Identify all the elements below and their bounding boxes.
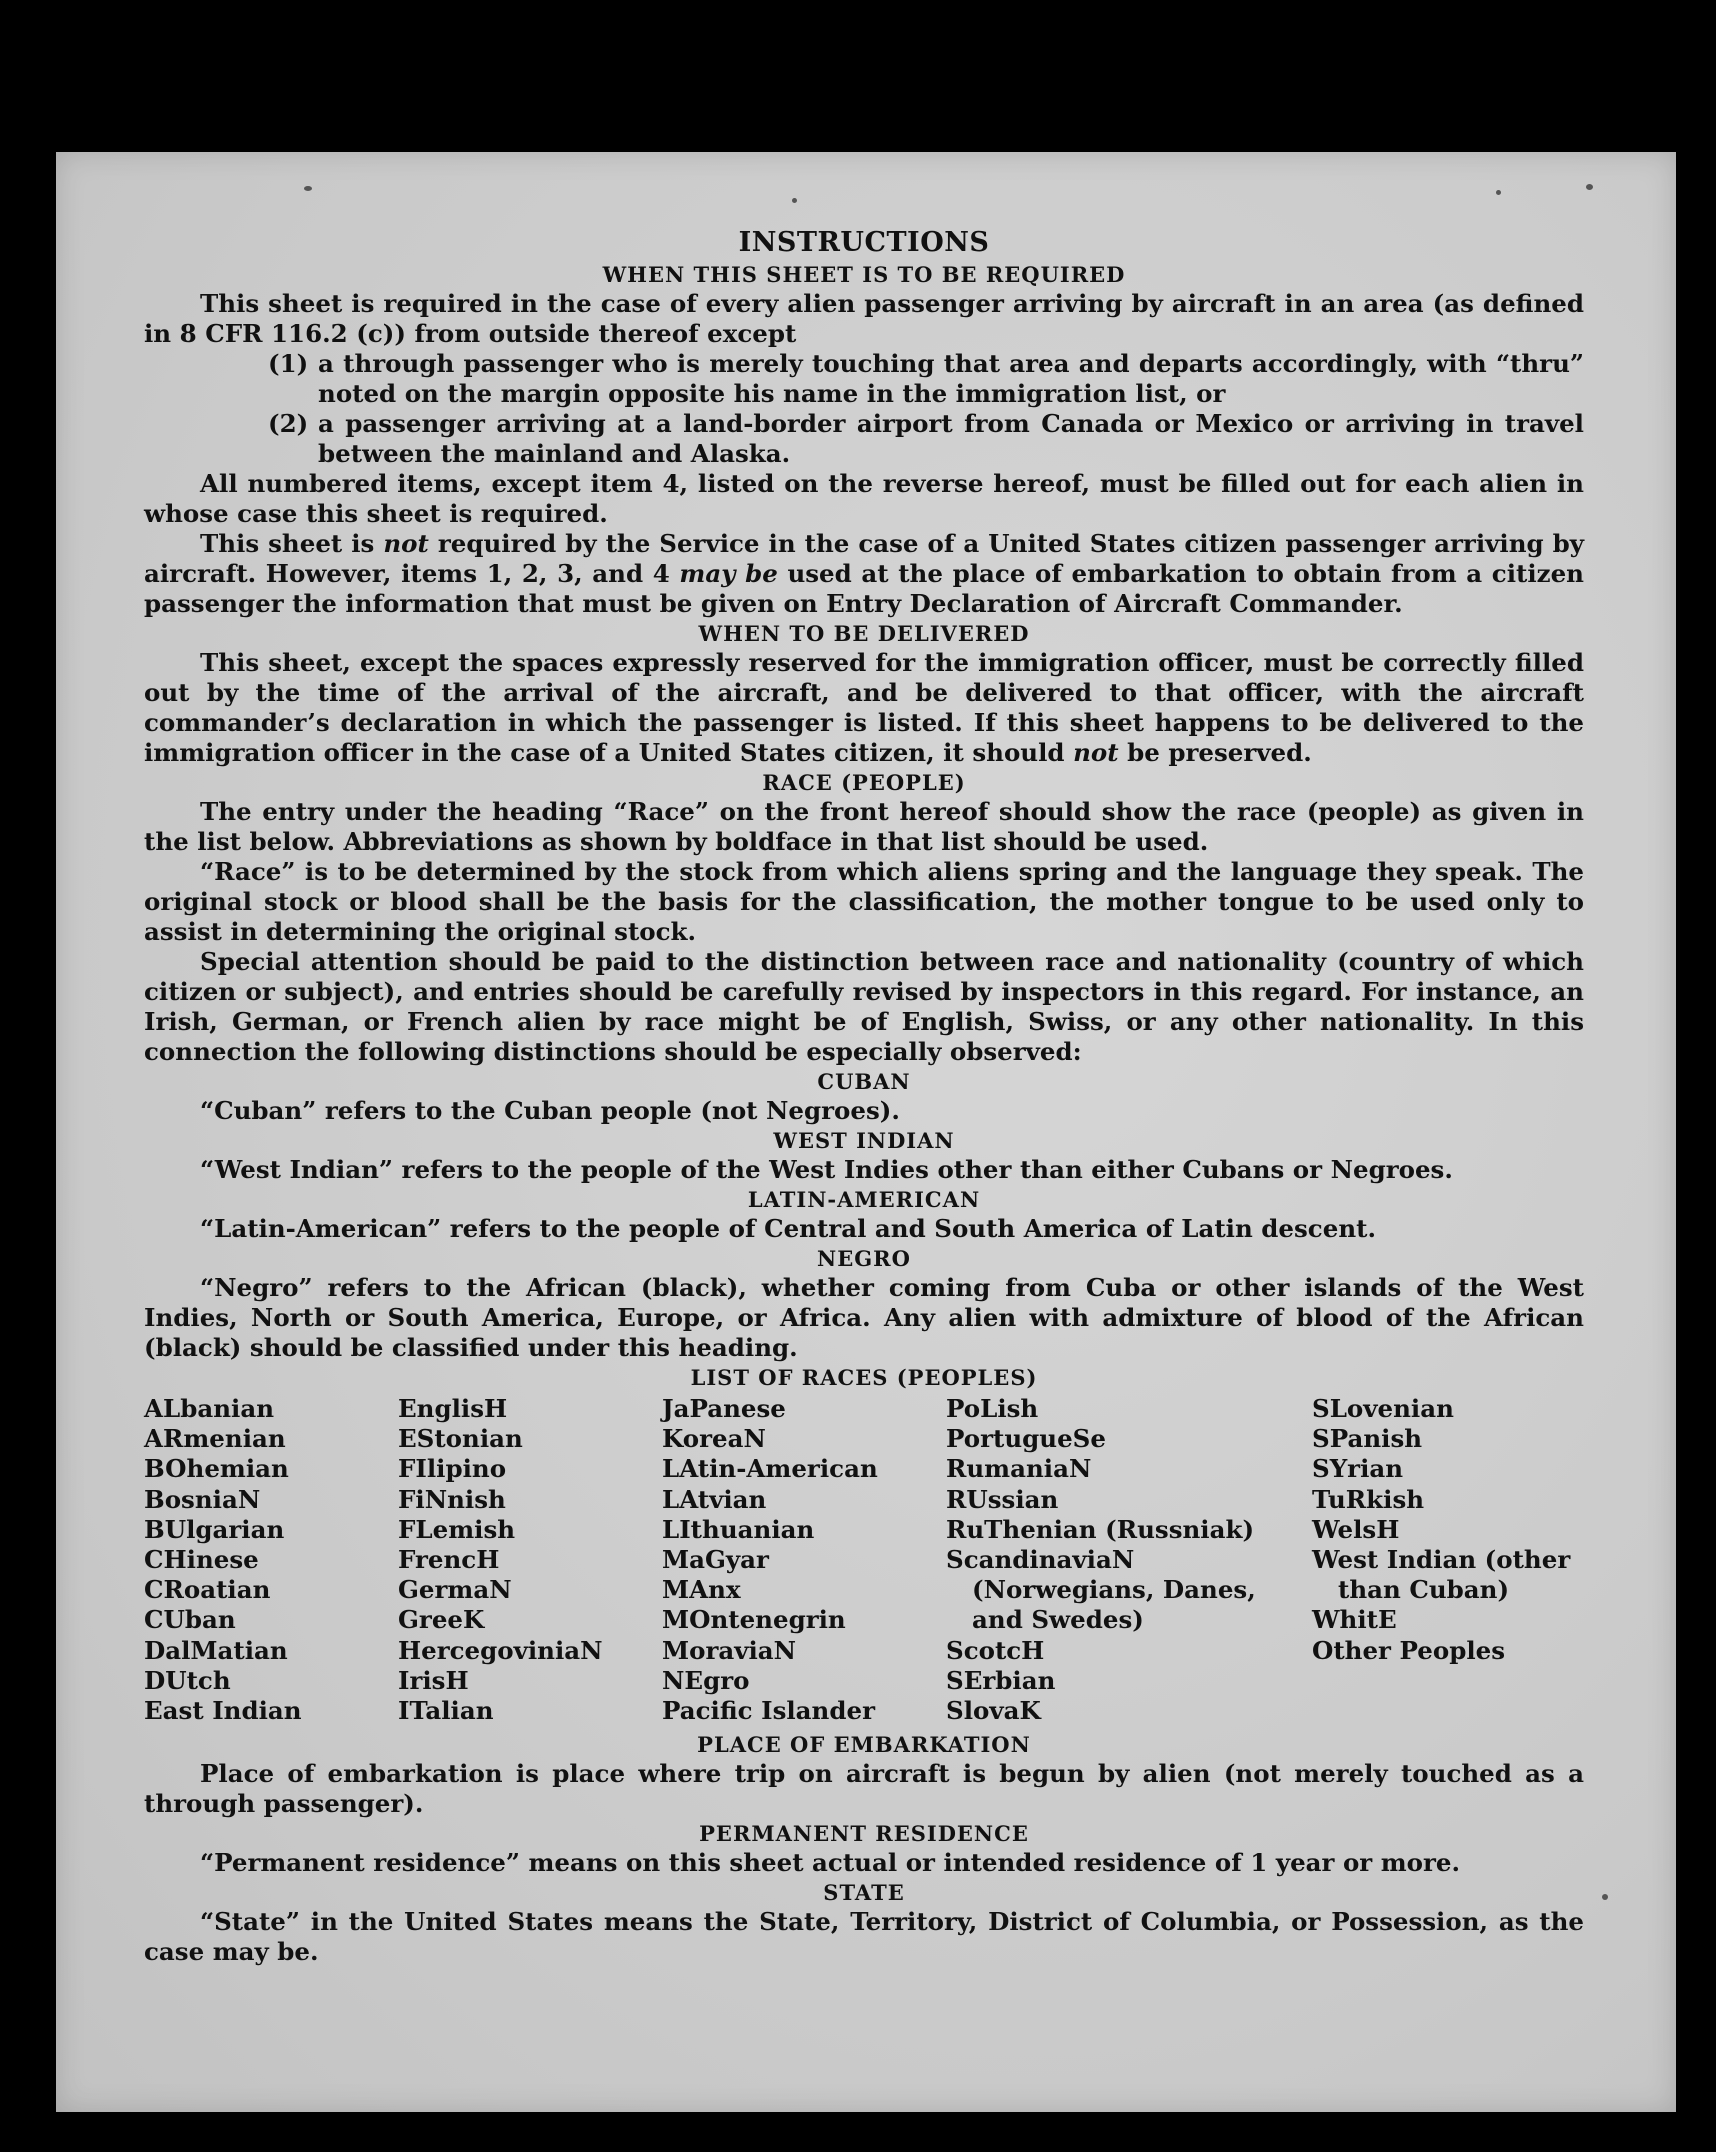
races-column-2 <box>398 1394 662 1726</box>
ink-speck <box>304 186 312 191</box>
race-entry: PoLish <box>946 1394 1039 1423</box>
race-entry: SlovaK <box>946 1696 1041 1726</box>
item-text: a passenger arriving at a land-border airport from Canada or Mexico or arriving in travel between the mainland and Alaska. <box>318 409 1584 468</box>
race-entry: West Indian (other than Cuban) <box>1312 1545 1571 1605</box>
ink-speck <box>1586 184 1593 190</box>
race-entry: RuThenian (Russniak) <box>946 1514 1255 1544</box>
races-column-4 <box>946 1394 1312 1726</box>
section-heading-cuban: CUBAN <box>817 1069 911 1094</box>
race-entry: JaPanese <box>662 1394 786 1423</box>
race-entry: TuRkish <box>1312 1484 1425 1514</box>
race-entry: GermaN <box>398 1575 512 1605</box>
paragraph <box>144 529 1584 619</box>
race-entry: RumaniaN <box>946 1454 1092 1484</box>
race-entry: IrisH <box>398 1665 469 1695</box>
race-entry: BOhemian <box>144 1454 289 1484</box>
races-column-5 <box>1312 1394 1584 1726</box>
italic-text: not <box>383 529 429 558</box>
item-number: (1) <box>268 349 309 378</box>
document-content <box>144 226 1584 1967</box>
page-title: INSTRUCTIONS <box>738 227 990 258</box>
race-entry: CHinese <box>144 1545 259 1575</box>
text-run: required by the Service in the case of a United States citizen passenger arriving by aircraft. However, items 1, 2, 3, and 4 <box>144 529 1584 588</box>
race-entry: LAtvian <box>662 1484 767 1514</box>
race-entry: HercegoviniaN <box>398 1635 603 1665</box>
race-entry: NEgro <box>662 1665 750 1695</box>
ink-speck <box>1496 190 1501 195</box>
race-entry: WelsH <box>1312 1514 1400 1544</box>
race-entry: Other Peoples <box>1312 1635 1506 1665</box>
race-entry: SPanish <box>1312 1424 1423 1454</box>
section-heading-west-indian: WEST INDIAN <box>773 1128 955 1153</box>
race-entry: SErbian <box>946 1665 1056 1695</box>
race-entry: RUssian <box>946 1484 1059 1514</box>
race-entry: KoreaN <box>662 1424 766 1454</box>
races-column-1 <box>144 1394 398 1726</box>
race-entry: ALbanian <box>144 1394 275 1423</box>
paragraph: “West Indian” refers to the people of the West Indies other than either Cubans or Negroes. <box>200 1155 1453 1184</box>
race-entry: MoraviaN <box>662 1635 797 1665</box>
paragraph: Place of embarkation is place where trip on aircraft is begun by alien (not merely touched as a through passenger). <box>144 1759 1584 1819</box>
paragraph: “Cuban” refers to the Cuban people (not Negroes). <box>200 1096 900 1125</box>
text-run: This sheet is <box>200 529 384 558</box>
item-text: a through passenger who is merely touching that area and departs accordingly, with “thru” noted on the margin opposite his name in the immigration list, or <box>318 349 1584 408</box>
race-entry: LIthuanian <box>662 1514 815 1544</box>
section-heading-race: RACE (PEOPLE) <box>762 770 966 795</box>
list-item <box>268 349 1584 409</box>
race-entry: BUlgarian <box>144 1514 285 1544</box>
race-entry: SYrian <box>1312 1454 1404 1484</box>
section-heading-state: STATE <box>823 1880 905 1906</box>
race-entry: MaGyar <box>662 1545 769 1575</box>
paragraph: Special attention should be paid to the distinction between race and nationality (country of which citizen or subject), and entries should be carefully revised by inspectors in this regard. For instance, an Irish, German, or French alien by race might be of English, Swiss, or any other nationality. In this connection the following distinctions should be especially observed: <box>144 947 1584 1066</box>
item-number: (2) <box>268 409 309 438</box>
race-entry: ScandinaviaN (Norwegians, Danes, and Swedes) <box>946 1545 1256 1635</box>
race-entry: CUban <box>144 1605 236 1635</box>
race-entry: FIlipino <box>398 1454 507 1484</box>
section-heading-permanent-residence: PERMANENT RESIDENCE <box>699 1821 1029 1847</box>
section-heading-latin-american: LATIN-AMERICAN <box>747 1187 981 1212</box>
race-entry: DalMatian <box>144 1635 288 1665</box>
paragraph: This sheet is required in the case of every alien passenger arriving by aircraft in an area (as defined in 8 CFR 116.2 (c)) from outside thereof except <box>144 289 1584 348</box>
paragraph: All numbered items, except item 4, listed on the reverse hereof, must be filled out for each alien in whose case this sheet is required. <box>144 469 1584 528</box>
races-table <box>144 1394 1584 1726</box>
race-entry: MOntenegrin <box>662 1605 846 1635</box>
race-entry: BosniaN <box>144 1484 261 1514</box>
race-entry: East Indian <box>144 1696 302 1726</box>
text-run: used at the place of embarkation to obtain from a citizen passenger the information that must be given on Entry Declaration of Aircraft Commander. <box>144 559 1584 618</box>
race-entry: SLovenian <box>1312 1394 1454 1423</box>
race-entry: GreeK <box>398 1605 485 1635</box>
paragraph: “Negro” refers to the African (black), whether coming from Cuba or other islands of the West Indies, North or South America, Europe, or Africa. Any alien with admixture of blood of the African (black) should be classified under this heading. <box>144 1273 1584 1362</box>
race-entry: FLemish <box>398 1514 516 1544</box>
race-entry: LAtin-American <box>662 1454 878 1484</box>
paragraph: “Permanent residence” means on this sheet actual or intended residence of 1 year or more. <box>200 1848 1461 1878</box>
paragraph: “State” in the United States means the State, Territory, District of Columbia, or Possession, as the case may be. <box>144 1907 1584 1967</box>
race-entry: EStonian <box>398 1424 523 1454</box>
race-entry: DUtch <box>144 1665 231 1695</box>
document-page <box>56 152 1676 2112</box>
race-entry: Pacific Islander <box>662 1696 875 1726</box>
text-run: This sheet, except the spaces expressly reserved for the immigration officer, must be correctly filled out by the time of the arrival of the aircraft, and be delivered to that officer, with the aircraft commander’s declaration in which the passenger is listed. If this sheet happens to be delivered to the immigration officer in the case of a United States citizen, it should <box>144 648 1584 767</box>
italic-text: may be <box>679 559 778 588</box>
race-entry: FiNnish <box>398 1484 506 1514</box>
section-heading-negro: NEGRO <box>817 1246 911 1271</box>
paragraph: “Latin-American” refers to the people of Central and South America of Latin descent. <box>200 1214 1376 1243</box>
race-entry: ITalian <box>398 1696 494 1726</box>
list-item <box>268 409 1584 469</box>
paragraph: “Race” is to be determined by the stock from which aliens spring and the language they speak. The original stock or blood shall be the basis for the classification, the mother tongue to be used only to assist in determining the original stock. <box>144 857 1584 946</box>
race-entry: MAnx <box>662 1575 741 1605</box>
race-entry: CRoatian <box>144 1575 271 1605</box>
paragraph <box>144 648 1584 768</box>
text-run: be preserved. <box>1118 738 1312 767</box>
race-entry: FrencH <box>398 1545 500 1575</box>
section-heading-list-of-races: LIST OF RACES (PEOPLES) <box>690 1365 1038 1390</box>
races-column-3 <box>662 1394 946 1726</box>
race-entry: ScotcH <box>946 1635 1045 1665</box>
section-heading-when-delivered: WHEN TO BE DELIVERED <box>698 621 1030 646</box>
paragraph: The entry under the heading “Race” on the front hereof should show the race (people) as given in the list below. Abbreviations as shown by boldface in that list should be used. <box>144 797 1584 856</box>
race-entry: PortugueSe <box>946 1424 1106 1454</box>
race-entry: WhitE <box>1312 1605 1397 1635</box>
italic-text: not <box>1073 738 1119 767</box>
ink-speck <box>1602 1894 1608 1900</box>
section-heading-embarkation: PLACE OF EMBARKATION <box>697 1732 1031 1758</box>
race-entry: ARmenian <box>144 1424 286 1454</box>
ink-speck <box>792 198 797 203</box>
race-entry: EnglisH <box>398 1394 508 1423</box>
section-heading-when-required: WHEN THIS SHEET IS TO BE REQUIRED <box>602 262 1126 287</box>
